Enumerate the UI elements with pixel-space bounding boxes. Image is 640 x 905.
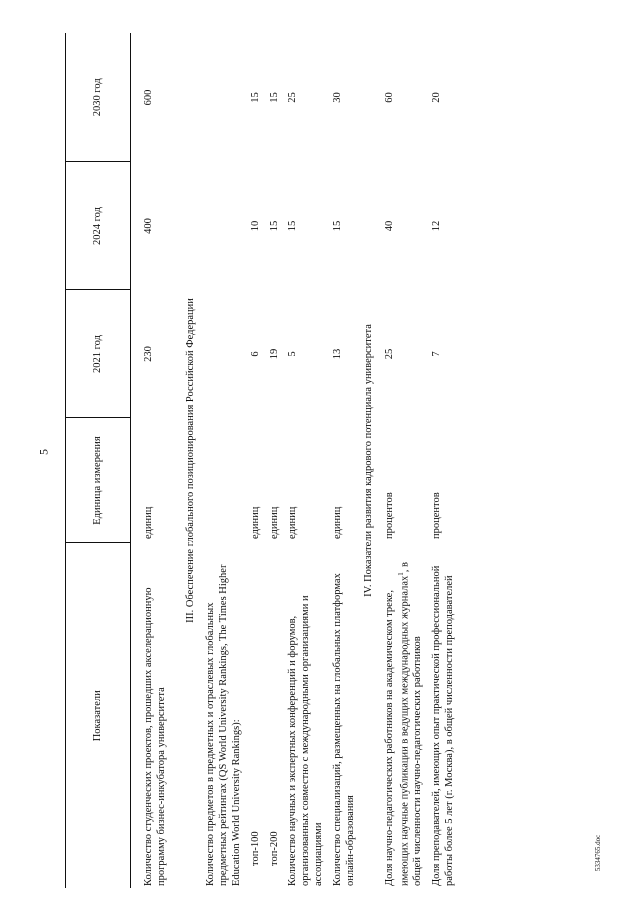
value-2030-cell: 20 [431,92,443,103]
section-3-title: III. Обеспечение глобального позиционирования Российской Федерации [184,298,196,623]
value-2024-cell: 40 [384,220,396,232]
table-row [326,33,358,888]
value-2024-cell: 15 [268,220,280,232]
table-row [131,33,179,888]
value-2021-cell: 7 [431,351,443,357]
indicator-cell: Количество научных и экспертных конференций и форумов, организованных совместно с международными организациями и ассоциациями [287,595,324,886]
unit-cell: единиц [249,506,261,539]
unit-cell: процентов [384,492,396,539]
value-2030-cell: 15 [249,92,261,103]
value-2024-cell: 12 [431,220,443,232]
unit-cell: единиц [331,506,343,539]
page-number: 5 [36,449,51,455]
value-2024-cell: 400 [143,218,154,234]
value-2021-cell: 13 [331,348,343,360]
indicator-cell: топ-200 [268,831,280,866]
unit-cell: процентов [431,492,443,539]
document-code: 5334765.doc [594,834,602,872]
header-unit: Единица измерения [66,418,131,543]
indicator-text: Доля научно-педагогических работников на академическом треке, имеющих научные публикации в ведущих международных журналах [384,575,411,886]
value-2024-cell: 15 [331,220,343,232]
value-2030-cell [205,33,243,162]
unit-cell [205,418,243,543]
indicator-cell: Количество предметов в предметных и отраслевых глобальных предметных рейтингах (QS World University Rankings, The Times Higher Education World University Rankings): [205,564,242,886]
indicator-text-cont: , в общей численности научно-педагогических работников [399,561,424,886]
section-heading-row [179,33,206,888]
value-2021-cell: 19 [268,348,280,360]
value-2021-cell: 230 [143,346,154,362]
section-heading-row [357,33,384,888]
value-2021-cell: 25 [384,348,396,360]
header-indicator: Показатели [66,543,131,888]
indicator-cell [384,543,425,888]
header-2024: 2024 год [66,162,131,290]
header-2021: 2021 год [66,290,131,418]
value-2021-cell: 5 [287,351,299,357]
table-header-row [66,33,131,888]
value-2024-cell [205,162,243,290]
table-row [263,33,282,888]
value-2030-cell: 600 [143,89,154,106]
footnote-marker: 1 [396,572,405,576]
table-row [281,33,325,888]
indicator-cell: Количество студенческих проектов, прошедших акселерационную программу бизнес-инкубатора университета [143,587,167,886]
rotated-table-container [65,33,595,888]
table-row [244,33,263,888]
value-2030-cell: 15 [268,92,280,103]
unit-cell: единиц [268,506,280,539]
unit-cell: единиц [287,506,299,539]
table-row [384,33,425,888]
unit-cell: единиц [143,506,154,539]
table-row [205,33,243,888]
value-2030-cell: 60 [384,92,396,103]
value-2021-cell: 6 [249,351,261,357]
value-2030-cell: 25 [287,92,299,103]
value-2030-cell: 30 [331,92,343,103]
value-2021-cell [205,290,243,418]
section-4-title: IV. Показатели развития кадрового потенциала университета [363,324,375,597]
header-2030: 2030 год [66,33,131,162]
indicators-table [65,33,457,888]
value-2024-cell: 10 [249,220,261,232]
table-row [425,33,457,888]
indicator-cell: топ-100 [249,831,261,866]
indicator-cell: Доля преподавателей, имеющих опыт практической профессиональной работы более 5 лет (г. Москва), в общей численности преподавателей [431,565,455,886]
value-2024-cell: 15 [287,220,299,232]
indicator-cell: Количество специализаций, размещенных на глобальных платформах онлайн-образования [331,573,356,886]
